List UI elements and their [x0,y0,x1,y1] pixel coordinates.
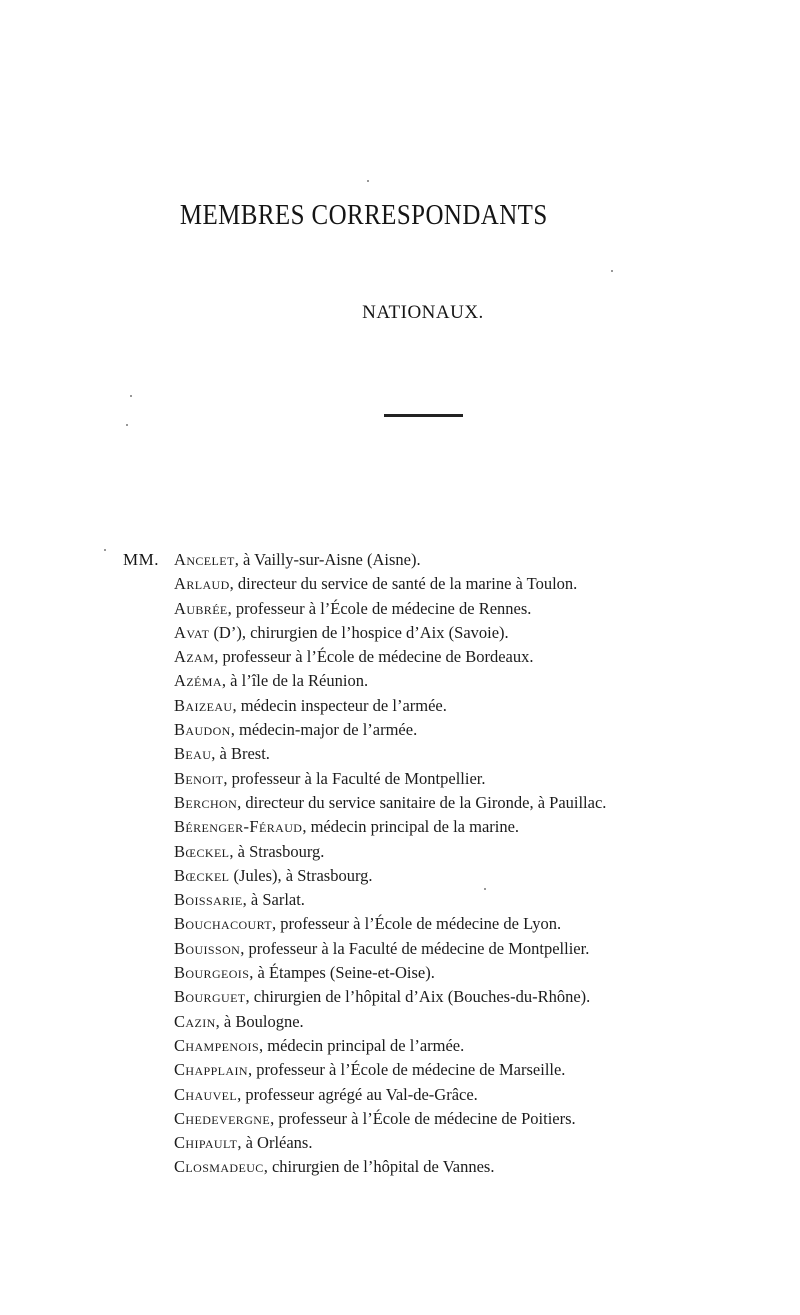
member-description: , professeur à la Faculté de Montpellier. [223,768,486,788]
member-description: , chirurgien de l’hôpital de Vannes. [263,1157,495,1177]
member-name: Berchon [174,792,238,812]
member-description: , à Brest. [211,744,270,764]
list-item [174,961,606,985]
list-item [174,597,606,621]
member-description: , professeur à l’École de médecine de Rennes. [227,598,532,618]
member-description: , à l’île de la Réunion. [221,671,369,691]
member-name: Arlaud [174,574,230,594]
paper-speck [130,395,132,397]
member-name: Baizeau [174,695,233,715]
member-description: , médecin-major de l’armée. [230,720,418,740]
list-item [174,1083,606,1107]
member-description: , professeur agrégé au Val-de-Grâce. [237,1084,478,1104]
list-prefix: MM. [123,550,159,569]
list-item [174,815,606,839]
member-description: , professeur à l’École de médecine de Marseille. [247,1060,566,1080]
member-description: , directeur du service de santé de la marine à Toulon. [229,574,578,594]
member-name: Champenois [174,1035,260,1055]
member-name: Ancelet [174,550,235,569]
list-item [174,840,606,864]
member-name: Benoit [174,768,224,788]
member-name: Bourgeois [174,963,250,983]
list-item [174,621,606,645]
list-item [174,1107,606,1131]
list-item [174,645,606,669]
list-item [174,888,606,912]
member-name: Closmadeuc [174,1157,264,1177]
members-list [174,548,606,1180]
list-item [174,742,606,766]
list-item [174,985,606,1009]
member-description: , à Boulogne. [215,1011,304,1031]
list-item [174,1034,606,1058]
list-item [174,791,606,815]
paper-speck [126,424,128,426]
member-description: , à Vailly-sur-Aisne (Aisne). [234,550,421,569]
list-item [174,912,606,936]
list-item [174,767,606,791]
member-description: , professeur à l’École de médecine de Poitiers. [270,1108,576,1128]
member-name: Chapplain [174,1060,248,1080]
member-name: Bérenger-Féraud [174,817,303,837]
member-description: , professeur à la Faculté de médecine de Montpellier. [240,938,590,958]
list-item [174,548,606,572]
member-name: Chedevergne [174,1108,271,1128]
member-description: , professeur à l’École de médecine de Bordeaux. [214,647,534,667]
list-item [174,864,606,888]
member-description: , chirurgien de l’hôpital d’Aix (Bouches-du-Rhône). [245,987,591,1007]
member-description: , médecin principal de la marine. [302,817,520,837]
member-description: (Jules), à Strasbourg. [229,865,373,885]
member-name: Boissarie [174,890,243,910]
member-description: , médecin inspecteur de l’armée. [232,695,447,715]
list-item [174,669,606,693]
member-name: Baudon [174,720,231,740]
paper-speck [611,270,613,272]
paper-speck [367,180,369,182]
member-name: Bourguet [174,987,246,1007]
member-name: Aubrée [174,598,228,618]
member-description: , médecin principal de l’armée. [259,1035,465,1055]
member-name: Azam [174,647,215,667]
list-item [174,718,606,742]
list-item [174,694,606,718]
member-name: Bouchacourt [174,914,273,934]
member-name: Bouisson [174,938,241,958]
member-name: Bœckel [174,865,230,885]
list-item [174,1010,606,1034]
member-description: , à Étampes (Seine-et-Oise). [249,963,435,983]
paper-speck [104,549,106,551]
member-description: , à Strasbourg. [229,841,325,861]
member-description: , à Orléans. [237,1133,313,1153]
member-name: Chauvel [174,1084,238,1104]
list-item [174,937,606,961]
member-name: Beau [174,744,212,764]
member-name: Avat [174,622,210,642]
paper-speck [484,888,486,890]
member-description: , directeur du service sanitaire de la Gironde, à Pauillac. [237,792,607,812]
page-title: MEMBRES CORRESPONDANTS [179,199,548,231]
member-name: Bœckel [174,841,230,861]
list-item [174,572,606,596]
list-item [174,1155,606,1179]
member-description: , professeur à l’École de médecine de Lyon. [272,914,562,934]
member-name: Azéma [174,671,222,691]
member-description: , à Sarlat. [242,890,305,910]
page-subtitle: NATIONAUX. [362,302,484,323]
section-divider [384,414,463,417]
member-description: (D’), chirurgien de l’hospice d’Aix (Savoie). [209,622,509,642]
list-item [174,1058,606,1082]
list-item [174,1131,606,1155]
member-name: Chipault [174,1133,238,1153]
member-name: Cazin [174,1011,216,1031]
